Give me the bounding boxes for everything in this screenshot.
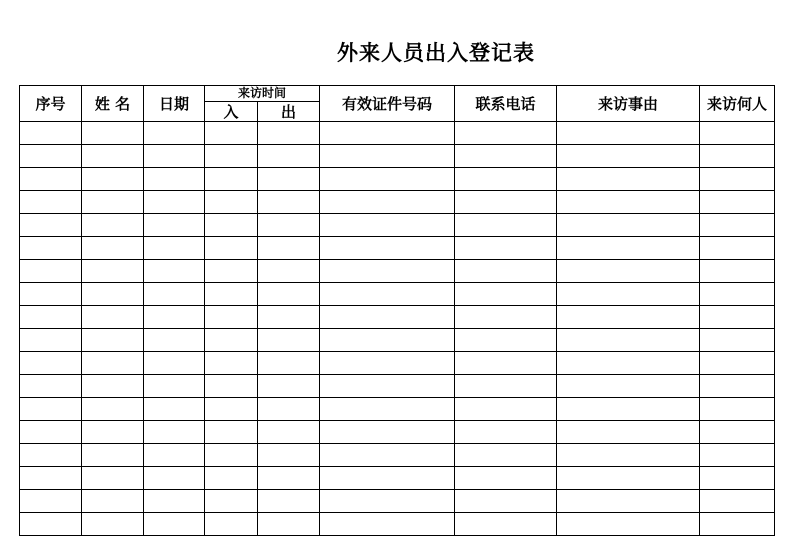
date-cell[interactable]: [144, 398, 205, 421]
phone-cell[interactable]: [455, 444, 557, 467]
date-cell[interactable]: [144, 191, 205, 214]
seq-cell[interactable]: [20, 306, 82, 329]
phone-cell[interactable]: [455, 352, 557, 375]
date-cell[interactable]: [144, 122, 205, 145]
date-cell[interactable]: [144, 260, 205, 283]
seq-cell[interactable]: [20, 513, 82, 536]
host-cell[interactable]: [700, 490, 775, 513]
time-out-cell[interactable]: [258, 329, 320, 352]
table-row: [20, 122, 775, 145]
id-number-cell[interactable]: [320, 283, 455, 306]
phone-cell[interactable]: [455, 467, 557, 490]
name-cell[interactable]: [82, 306, 144, 329]
name-cell[interactable]: [82, 237, 144, 260]
date-cell[interactable]: [144, 283, 205, 306]
purpose-cell[interactable]: [557, 260, 700, 283]
id-number-cell[interactable]: [320, 375, 455, 398]
header-visit-time: 来访时间: [205, 86, 320, 102]
time-out-cell[interactable]: [258, 467, 320, 490]
seq-cell[interactable]: [20, 398, 82, 421]
id-number-cell[interactable]: [320, 145, 455, 168]
header-phone: 联系电话: [455, 86, 557, 122]
time-out-cell[interactable]: [258, 490, 320, 513]
table-row: [20, 398, 775, 421]
table-row: [20, 168, 775, 191]
purpose-cell[interactable]: [557, 513, 700, 536]
visitor-register-table: [19, 85, 775, 536]
name-cell[interactable]: [82, 421, 144, 444]
name-cell[interactable]: [82, 352, 144, 375]
date-cell[interactable]: [144, 237, 205, 260]
table-row: [20, 421, 775, 444]
name-cell[interactable]: [82, 283, 144, 306]
name-cell[interactable]: [82, 260, 144, 283]
id-number-cell[interactable]: [320, 122, 455, 145]
time-out-cell[interactable]: [258, 398, 320, 421]
seq-cell[interactable]: [20, 145, 82, 168]
purpose-cell[interactable]: [557, 444, 700, 467]
table-row: [20, 145, 775, 168]
time-in-cell[interactable]: [205, 214, 258, 237]
time-in-cell[interactable]: [205, 122, 258, 145]
phone-cell[interactable]: [455, 283, 557, 306]
host-cell[interactable]: [700, 214, 775, 237]
purpose-cell[interactable]: [557, 145, 700, 168]
purpose-cell[interactable]: [557, 352, 700, 375]
time-out-cell[interactable]: [258, 283, 320, 306]
table-row: [20, 283, 775, 306]
phone-cell[interactable]: [455, 214, 557, 237]
id-number-cell[interactable]: [320, 421, 455, 444]
header-time-in: 入: [205, 102, 258, 122]
id-number-cell[interactable]: [320, 237, 455, 260]
name-cell[interactable]: [82, 168, 144, 191]
purpose-cell[interactable]: [557, 306, 700, 329]
seq-cell[interactable]: [20, 444, 82, 467]
header-host: 来访何人: [700, 86, 775, 122]
table-row: [20, 306, 775, 329]
purpose-cell[interactable]: [557, 168, 700, 191]
seq-cell[interactable]: [20, 490, 82, 513]
date-cell[interactable]: [144, 421, 205, 444]
id-number-cell[interactable]: [320, 398, 455, 421]
purpose-cell[interactable]: [557, 283, 700, 306]
table-row: [20, 214, 775, 237]
table-row: [20, 329, 775, 352]
host-cell[interactable]: [700, 352, 775, 375]
phone-cell[interactable]: [455, 237, 557, 260]
seq-cell[interactable]: [20, 375, 82, 398]
time-out-cell[interactable]: [258, 306, 320, 329]
purpose-cell[interactable]: [557, 490, 700, 513]
time-in-cell[interactable]: [205, 352, 258, 375]
table-row: [20, 260, 775, 283]
time-in-cell[interactable]: [205, 398, 258, 421]
name-cell[interactable]: [82, 513, 144, 536]
time-in-cell[interactable]: [205, 168, 258, 191]
seq-cell[interactable]: [20, 421, 82, 444]
purpose-cell[interactable]: [557, 214, 700, 237]
host-cell[interactable]: [700, 306, 775, 329]
name-cell[interactable]: [82, 145, 144, 168]
time-in-cell[interactable]: [205, 490, 258, 513]
id-number-cell[interactable]: [320, 352, 455, 375]
date-cell[interactable]: [144, 168, 205, 191]
name-cell[interactable]: [82, 467, 144, 490]
host-cell[interactable]: [700, 260, 775, 283]
time-in-cell[interactable]: [205, 306, 258, 329]
header-name: 姓 名: [82, 86, 144, 122]
table-row: [20, 490, 775, 513]
seq-cell[interactable]: [20, 260, 82, 283]
id-number-cell[interactable]: [320, 490, 455, 513]
seq-cell[interactable]: [20, 122, 82, 145]
time-in-cell[interactable]: [205, 444, 258, 467]
phone-cell[interactable]: [455, 122, 557, 145]
time-in-cell[interactable]: [205, 513, 258, 536]
time-out-cell[interactable]: [258, 444, 320, 467]
time-out-cell[interactable]: [258, 237, 320, 260]
host-cell[interactable]: [700, 421, 775, 444]
seq-cell[interactable]: [20, 329, 82, 352]
purpose-cell[interactable]: [557, 191, 700, 214]
purpose-cell[interactable]: [557, 398, 700, 421]
date-cell[interactable]: [144, 329, 205, 352]
time-in-cell[interactable]: [205, 145, 258, 168]
phone-cell[interactable]: [455, 375, 557, 398]
purpose-cell[interactable]: [557, 237, 700, 260]
header-date: 日期: [144, 86, 205, 122]
time-in-cell[interactable]: [205, 191, 258, 214]
id-number-cell[interactable]: [320, 260, 455, 283]
host-cell[interactable]: [700, 398, 775, 421]
seq-cell[interactable]: [20, 214, 82, 237]
time-in-cell[interactable]: [205, 421, 258, 444]
host-cell[interactable]: [700, 513, 775, 536]
id-number-cell[interactable]: [320, 467, 455, 490]
name-cell[interactable]: [82, 122, 144, 145]
id-number-cell[interactable]: [320, 214, 455, 237]
purpose-cell[interactable]: [557, 122, 700, 145]
time-in-cell[interactable]: [205, 375, 258, 398]
table-row: [20, 237, 775, 260]
id-number-cell[interactable]: [320, 444, 455, 467]
name-cell[interactable]: [82, 444, 144, 467]
id-number-cell[interactable]: [320, 329, 455, 352]
host-cell[interactable]: [700, 122, 775, 145]
time-out-cell[interactable]: [258, 145, 320, 168]
host-cell[interactable]: [700, 375, 775, 398]
page-title: 外来人员出入登记表: [337, 40, 535, 65]
seq-cell[interactable]: [20, 237, 82, 260]
phone-cell[interactable]: [455, 145, 557, 168]
name-cell[interactable]: [82, 329, 144, 352]
seq-cell[interactable]: [20, 283, 82, 306]
date-cell[interactable]: [144, 490, 205, 513]
host-cell[interactable]: [700, 283, 775, 306]
time-out-cell[interactable]: [258, 191, 320, 214]
seq-cell[interactable]: [20, 467, 82, 490]
header-purpose: 来访事由: [557, 86, 700, 122]
time-in-cell[interactable]: [205, 329, 258, 352]
time-in-cell[interactable]: [205, 237, 258, 260]
time-in-cell[interactable]: [205, 283, 258, 306]
table-row: [20, 513, 775, 536]
time-out-cell[interactable]: [258, 375, 320, 398]
name-cell[interactable]: [82, 375, 144, 398]
table-row: [20, 444, 775, 467]
name-cell[interactable]: [82, 398, 144, 421]
header-time-out: 出: [258, 102, 320, 122]
purpose-cell[interactable]: [557, 375, 700, 398]
host-cell[interactable]: [700, 191, 775, 214]
id-number-cell[interactable]: [320, 513, 455, 536]
name-cell[interactable]: [82, 490, 144, 513]
purpose-cell[interactable]: [557, 421, 700, 444]
time-in-cell[interactable]: [205, 467, 258, 490]
phone-cell[interactable]: [455, 421, 557, 444]
host-cell[interactable]: [700, 467, 775, 490]
table-row: [20, 191, 775, 214]
phone-cell[interactable]: [455, 306, 557, 329]
date-cell[interactable]: [144, 306, 205, 329]
phone-cell[interactable]: [455, 260, 557, 283]
date-cell[interactable]: [144, 145, 205, 168]
phone-cell[interactable]: [455, 168, 557, 191]
host-cell[interactable]: [700, 444, 775, 467]
table-row: [20, 375, 775, 398]
header-id-number: 有效证件号码: [320, 86, 455, 122]
time-out-cell[interactable]: [258, 122, 320, 145]
seq-cell[interactable]: [20, 168, 82, 191]
date-cell[interactable]: [144, 352, 205, 375]
seq-cell[interactable]: [20, 191, 82, 214]
id-number-cell[interactable]: [320, 168, 455, 191]
time-out-cell[interactable]: [258, 214, 320, 237]
date-cell[interactable]: [144, 214, 205, 237]
date-cell[interactable]: [144, 467, 205, 490]
header-seq: 序号: [20, 86, 82, 122]
phone-cell[interactable]: [455, 398, 557, 421]
table-row: [20, 352, 775, 375]
phone-cell[interactable]: [455, 191, 557, 214]
name-cell[interactable]: [82, 191, 144, 214]
phone-cell[interactable]: [455, 513, 557, 536]
id-number-cell[interactable]: [320, 306, 455, 329]
time-out-cell[interactable]: [258, 421, 320, 444]
date-cell[interactable]: [144, 375, 205, 398]
purpose-cell[interactable]: [557, 329, 700, 352]
time-out-cell[interactable]: [258, 260, 320, 283]
date-cell[interactable]: [144, 513, 205, 536]
name-cell[interactable]: [82, 214, 144, 237]
host-cell[interactable]: [700, 145, 775, 168]
time-out-cell[interactable]: [258, 352, 320, 375]
host-cell[interactable]: [700, 168, 775, 191]
phone-cell[interactable]: [455, 329, 557, 352]
time-in-cell[interactable]: [205, 260, 258, 283]
host-cell[interactable]: [700, 329, 775, 352]
seq-cell[interactable]: [20, 352, 82, 375]
date-cell[interactable]: [144, 444, 205, 467]
time-out-cell[interactable]: [258, 168, 320, 191]
host-cell[interactable]: [700, 237, 775, 260]
phone-cell[interactable]: [455, 490, 557, 513]
table-row: [20, 467, 775, 490]
time-out-cell[interactable]: [258, 513, 320, 536]
purpose-cell[interactable]: [557, 467, 700, 490]
id-number-cell[interactable]: [320, 191, 455, 214]
